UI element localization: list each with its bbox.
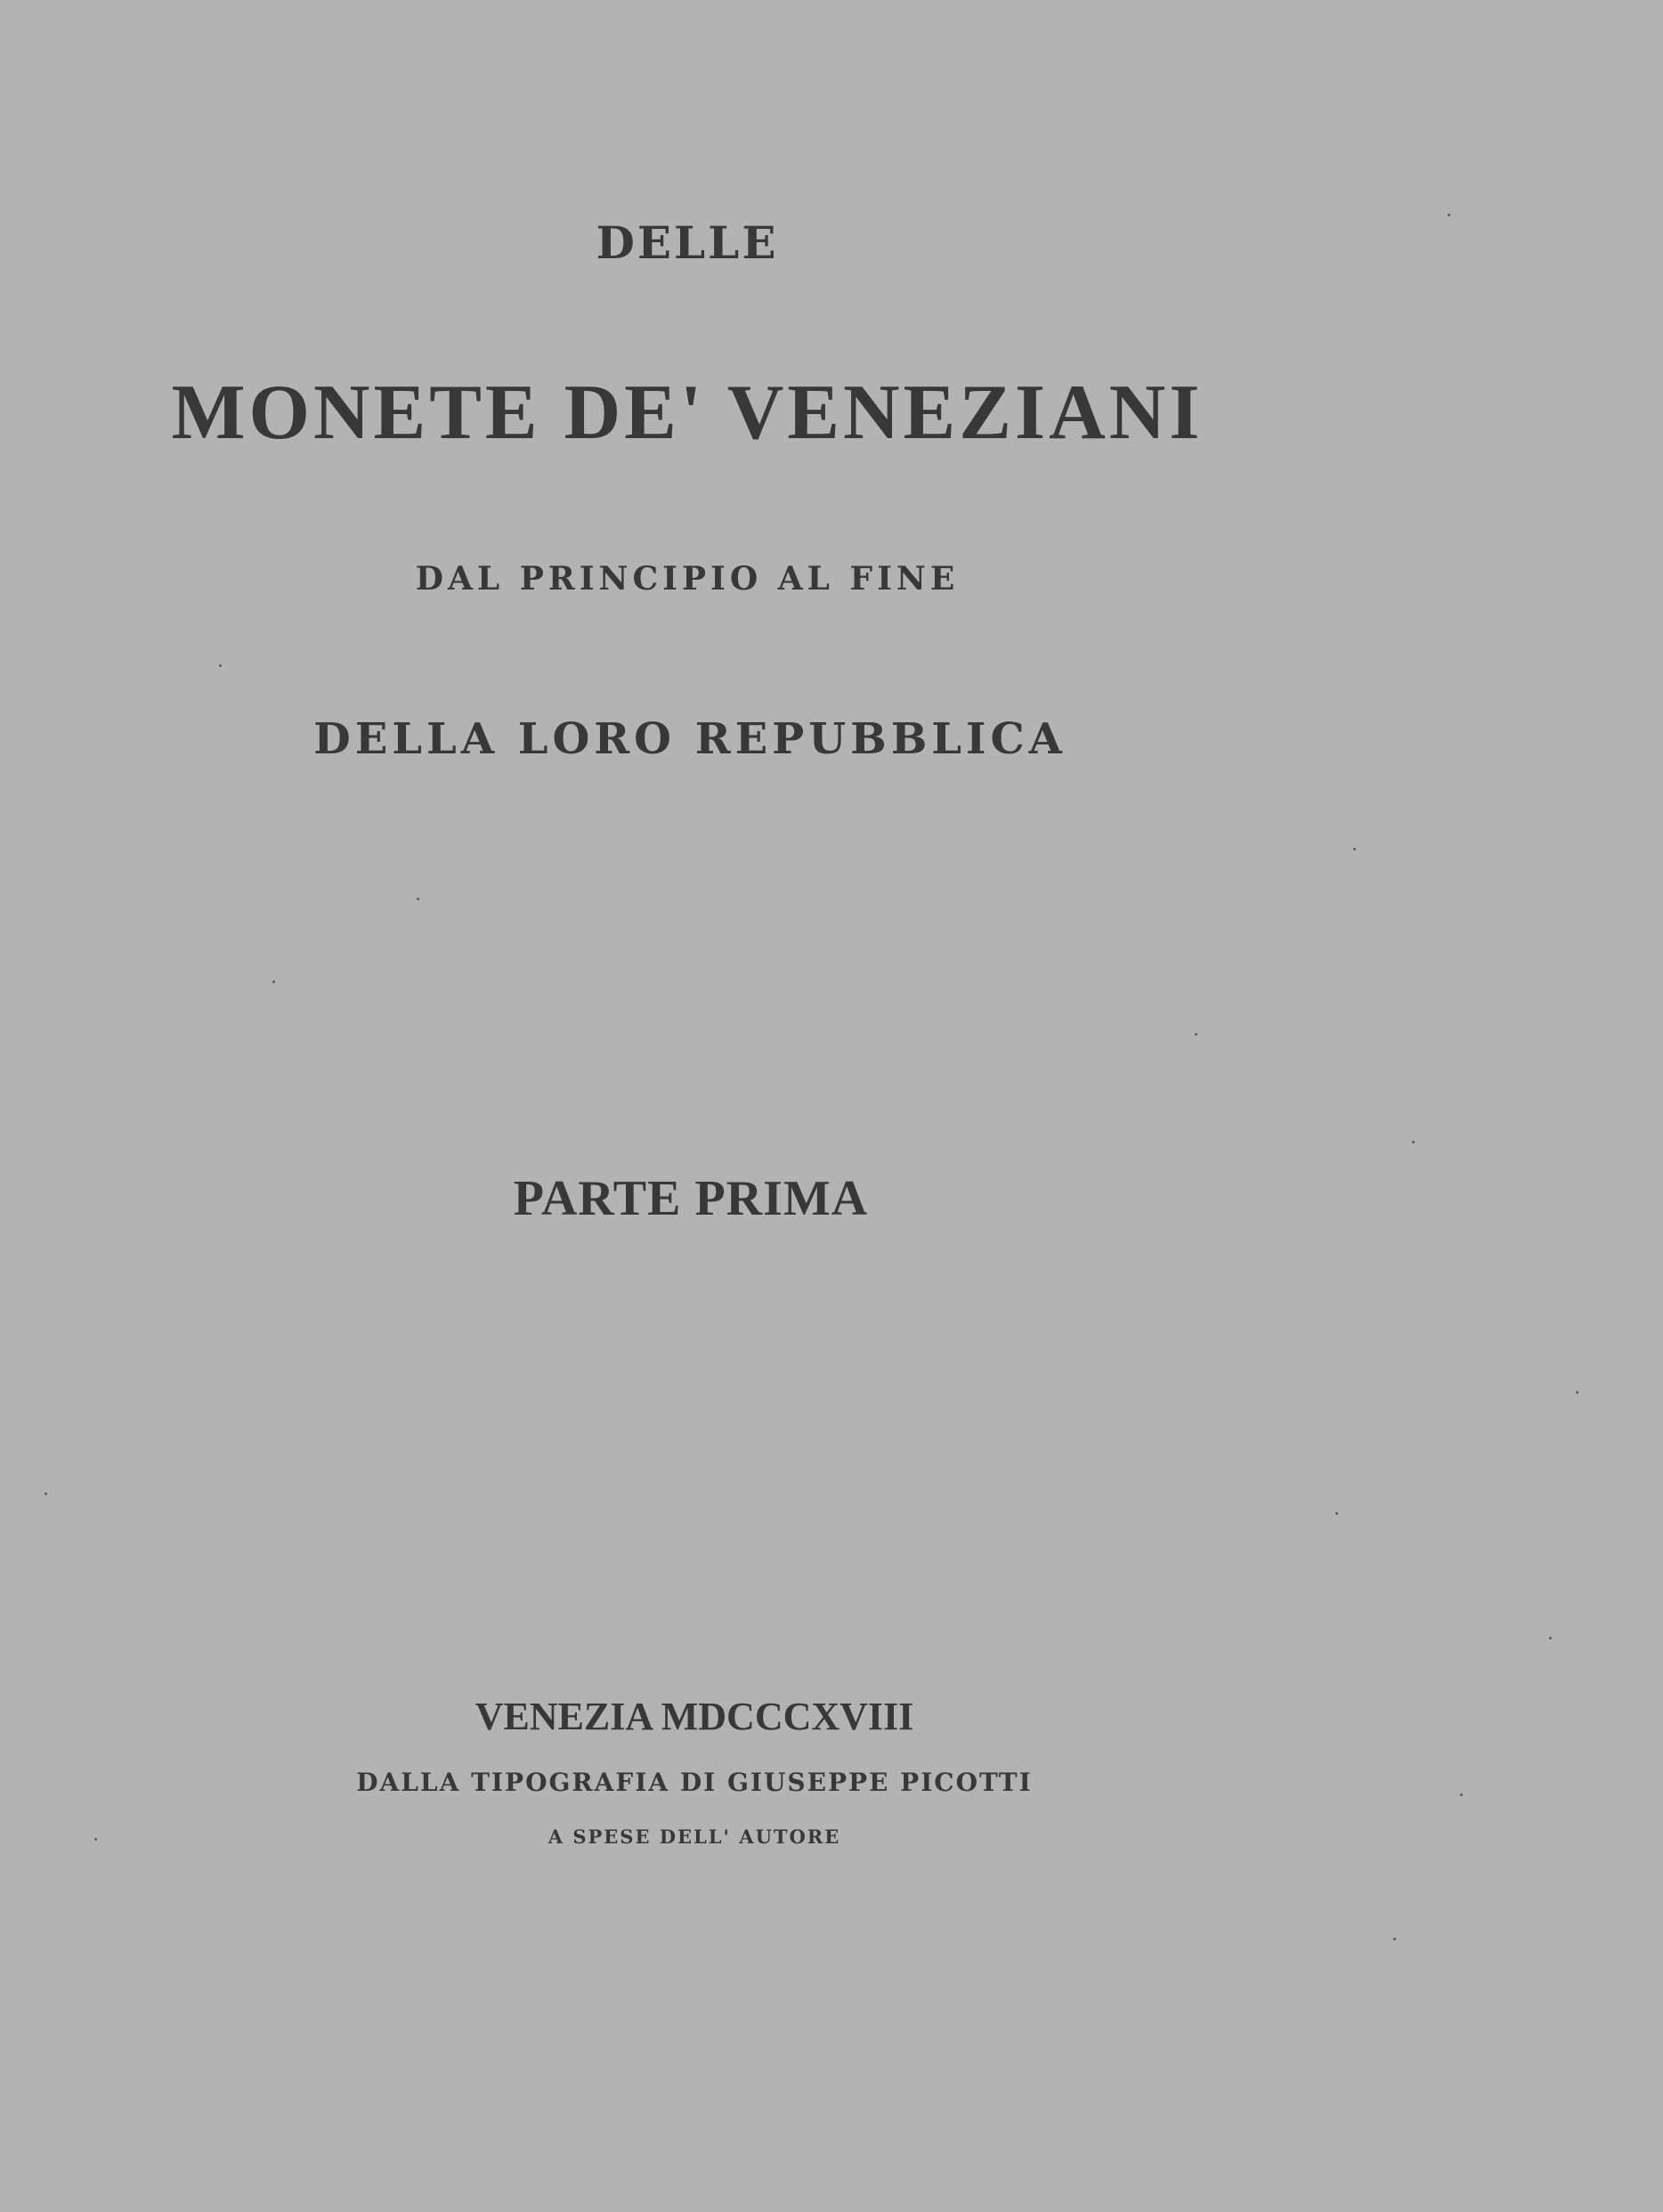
imprint-note: A SPESE DELL' AUTORE	[548, 1826, 841, 1848]
book-title: MONETE DE' VENEZIANI	[171, 370, 1204, 456]
scan-speck	[94, 1838, 97, 1841]
imprint-printer: DALLA TIPOGRAFIA DI GIUSEPPE PICOTTI	[356, 1768, 1033, 1797]
subtitle-line-1: DAL PRINCIPIO AL FINE	[415, 560, 960, 598]
scan-speck	[1353, 848, 1356, 850]
scan-speck	[1576, 1391, 1578, 1394]
subtitle-line-2: DELLA LORO REPUBBLICA	[313, 714, 1067, 764]
scan-speck	[1335, 1512, 1338, 1515]
scan-speck	[1460, 1793, 1463, 1796]
scan-speck	[45, 1492, 47, 1495]
scan-speck	[1448, 214, 1450, 216]
imprint-place-year: VENEZIA MDCCCXVIII	[475, 1695, 914, 1738]
scan-speck	[272, 980, 275, 983]
scan-speck	[417, 898, 419, 900]
scan-speck	[219, 664, 222, 667]
scan-speck	[1549, 1637, 1552, 1639]
heading-delle: DELLE	[596, 216, 779, 269]
scan-speck	[1195, 1033, 1197, 1036]
scan-speck	[1393, 1938, 1396, 1940]
part-heading: PARTE PRIMA	[513, 1171, 869, 1226]
scan-speck	[1412, 1141, 1415, 1143]
